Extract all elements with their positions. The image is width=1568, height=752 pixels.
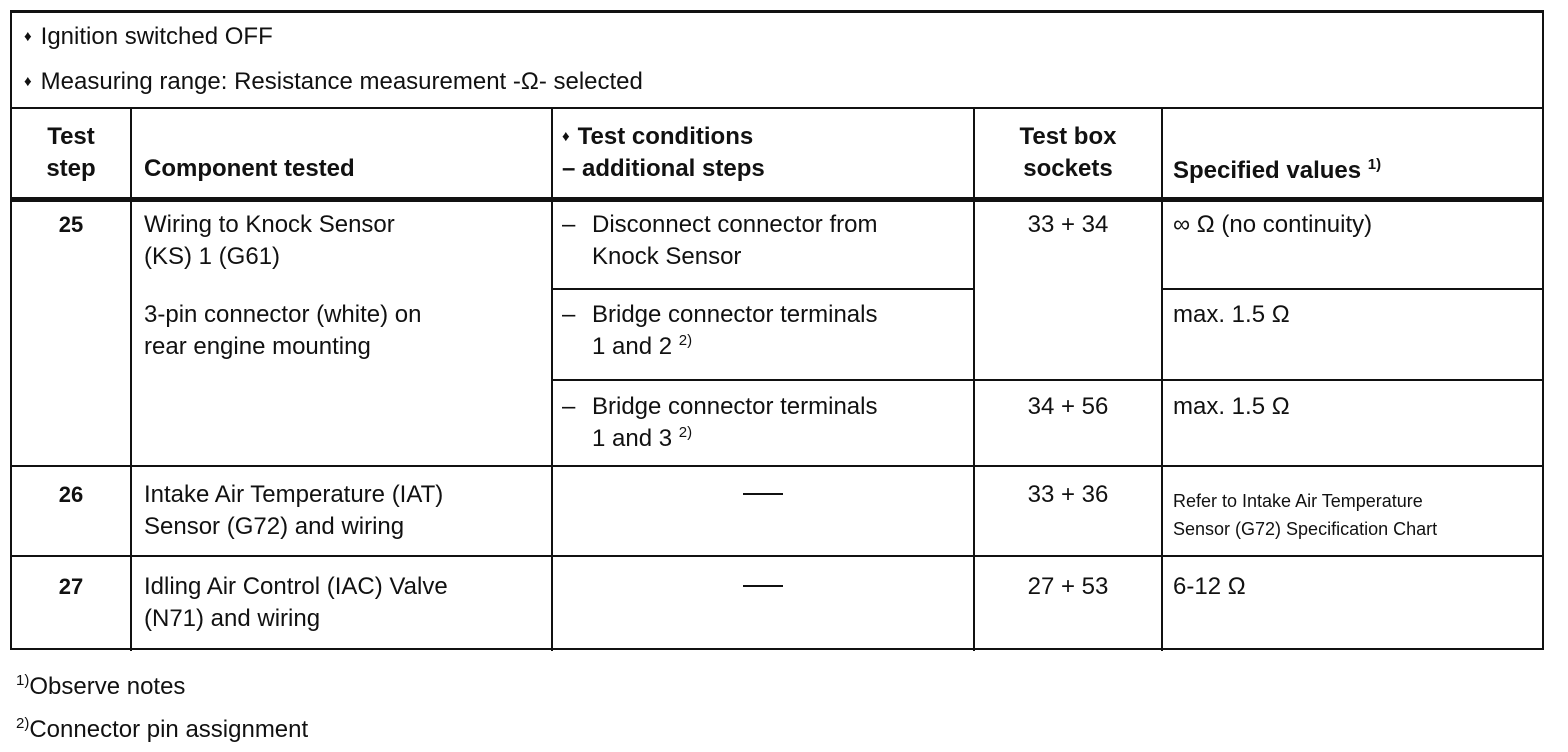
step-number: 26	[58, 482, 84, 507]
footnote-mark: 2)	[16, 715, 30, 732]
condition-text: Knock Sensor	[592, 243, 742, 270]
step-number: 27	[58, 574, 84, 599]
step-number: 25	[58, 212, 84, 237]
row-rule	[12, 555, 1544, 557]
condition-cell	[562, 209, 972, 273]
test-table	[10, 10, 1544, 650]
component-text: rear engine mounting	[144, 333, 371, 360]
value-cell: ∞ Ω (no continuity)	[1173, 211, 1373, 238]
footnote-ref: 2)	[678, 424, 693, 441]
component-text: 3-pin connector (white) on	[144, 301, 422, 328]
component-text: (KS) 1 (G61)	[144, 243, 281, 270]
sockets-cell: 34 + 56	[1027, 393, 1109, 420]
component-text: Wiring to Knock Sensor	[144, 211, 395, 238]
subrow-rule	[551, 288, 975, 290]
component-text: Intake Air Temperature (IAT)	[144, 481, 444, 508]
header-text: – additional steps	[562, 155, 765, 182]
value-cell	[1173, 487, 1543, 543]
component-note	[144, 299, 544, 363]
condition-text: Disconnect connector from	[592, 211, 878, 238]
no-condition-cell	[553, 479, 973, 511]
no-condition-cell	[553, 571, 973, 603]
row-rule	[12, 465, 1544, 467]
footnote	[16, 673, 185, 701]
header-text: step	[46, 155, 96, 182]
header-rule	[12, 197, 1544, 202]
condition-text: Measuring range: Resistance measurement -Ω- selected	[40, 68, 643, 95]
condition-item	[24, 68, 643, 96]
column-divider	[130, 109, 132, 651]
header-text: Test box	[1019, 123, 1117, 150]
condition-item	[24, 23, 273, 51]
dash-marker: –	[562, 393, 576, 420]
condition-text: 1 and 2	[592, 333, 673, 360]
diamond-bullet-icon: ♦	[562, 128, 570, 145]
component-cell	[144, 479, 544, 543]
footnote-text: Connector pin assignment	[29, 716, 309, 743]
header-specified-values	[1173, 155, 1381, 187]
footnote-mark: 1)	[16, 672, 30, 689]
condition-text: Bridge connector terminals	[592, 393, 878, 420]
footnote	[16, 716, 308, 744]
component-cell	[144, 571, 544, 635]
value-cell: max. 1.5 Ω	[1173, 301, 1290, 328]
footnote-text: Observe notes	[29, 673, 186, 700]
subrow-rule	[551, 379, 1544, 381]
header-test-step	[12, 121, 130, 185]
dash-marker: –	[562, 211, 576, 238]
diamond-bullet-icon: ♦	[24, 28, 32, 45]
dash-marker: –	[562, 301, 576, 328]
sockets-cell: 33 + 34	[1027, 211, 1109, 238]
value-cell: max. 1.5 Ω	[1173, 393, 1290, 420]
value-text: Refer to Intake Air Temperature	[1173, 491, 1423, 511]
footnote-ref: 1)	[1367, 156, 1382, 173]
header-component	[144, 153, 355, 185]
condition-text: Bridge connector terminals	[592, 301, 878, 328]
condition-text: Ignition switched OFF	[40, 23, 273, 50]
header-text: Test	[47, 123, 95, 150]
value-text: Sensor (G72) Specification Chart	[1173, 519, 1438, 539]
header-text: Specified values	[1173, 157, 1362, 184]
header-text: sockets	[1023, 155, 1113, 182]
header-text: Component tested	[144, 155, 355, 182]
value-cell: 6-12 Ω	[1173, 573, 1246, 600]
header-sockets	[975, 121, 1161, 185]
component-text: Idling Air Control (IAC) Valve	[144, 573, 448, 600]
header-text: Test conditions	[577, 123, 754, 150]
footnote-ref: 2)	[678, 332, 693, 349]
dash-icon	[743, 585, 783, 587]
dash-icon	[743, 493, 783, 495]
header-test-conditions	[562, 121, 765, 185]
component-cell	[144, 209, 544, 273]
condition-text: 1 and 3	[592, 425, 673, 452]
component-text: Sensor (G72) and wiring	[144, 513, 405, 540]
sockets-cell: 33 + 36	[1027, 481, 1109, 508]
conditions-box	[12, 13, 1542, 109]
condition-cell	[562, 299, 972, 363]
component-text: (N71) and wiring	[144, 605, 321, 632]
sockets-cell: 27 + 53	[1027, 573, 1109, 600]
condition-cell	[562, 391, 972, 455]
diamond-bullet-icon: ♦	[24, 73, 32, 90]
subrow-rule	[1161, 288, 1544, 290]
